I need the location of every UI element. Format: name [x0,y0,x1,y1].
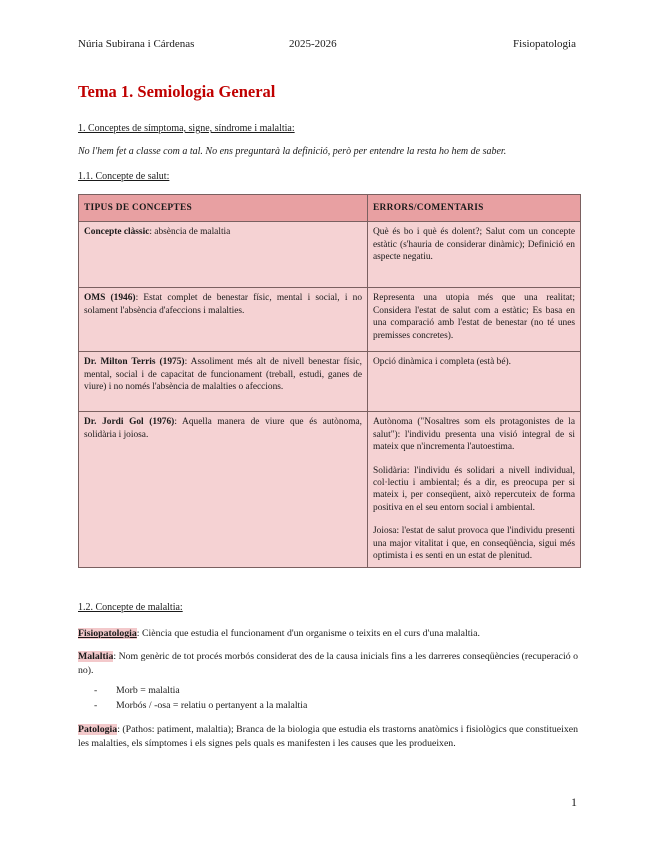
concept-definition: : Estat complet de benestar físic, mental i social, i no solament l'absència d'afeccions i malalties. [84,293,363,316]
page-title: Tema 1. Semiologia General [78,82,276,101]
concept-definition: : Aquella manera de viure que és autònoma, solidària i joiosa. [84,417,362,440]
list-item: - Morb = malaltia [94,684,307,699]
table-row [79,222,581,288]
comment-cell [368,288,581,352]
comment-cell [368,352,581,412]
page-number: 1 [571,795,577,809]
malaltia-text: : Nom genèric de tot procés morbós considerat des de la causa inicials fins a les darreres conseqüències (recuperació o no). [78,651,578,676]
concept-definition: : absència de malaltia [149,227,231,238]
concept-name: Dr. Milton Terris (1975) [84,357,185,368]
patologia-text: : (Pathos: patiment, malaltia); Branca de la biologia que estudia els trastorns anatòmics i fisiològics que constitueixen les malalties, els símptomes i els signes pels quals es manifesten i les causes que les produeixen. [78,724,578,749]
comment-cell [368,222,581,288]
table-row [79,412,581,568]
fisiopatologia-term: Fisiopatologia [78,628,137,639]
header-author: Núria Subirana i Cárdenas [78,38,195,50]
comment-paragraph: Opció dinàmica i completa (està bé). [373,357,511,368]
concept-name: Concepte clàssic [84,227,150,238]
concept-cell [79,288,368,352]
table-header-row [79,195,581,222]
fisiopatologia-definition [78,627,578,641]
concept-name: OMS (1946) [84,293,136,304]
concept-cell [79,222,368,288]
table-row [79,288,581,352]
table-header-comments: ERRORS/COMENTARIS [368,195,581,222]
concept-cell [79,412,368,568]
health-concepts-table [78,194,581,568]
section-1-heading: 1. Conceptes de símptoma, signe, síndrome i malaltia: [78,123,295,134]
comment-cell [368,412,581,568]
table-header-concepts: TIPUS DE CONCEPTES [79,195,368,222]
comment-paragraph: Joiosa: l'estat de salut provoca que l'individu presenti una major vitalitat i que, en conseqüència, sigui més optimista i es senti en un estat de plenitud. [373,526,575,562]
concept-cell [79,352,368,412]
patologia-definition [78,723,578,750]
comment-paragraph: Autònoma ("Nosaltres som els protagonistes de la salut"): l'individu presenta una visió integral de si mateix que n'incrementa l'autoestima. [373,417,575,453]
concept-name: Dr. Jordi Gol (1976) [84,417,175,428]
section-1-1-heading: 1.1. Concepte de salut: [78,171,170,182]
section-1-note: No l'hem fet a classe com a tal. No ens preguntarà la definició, però per entendre la resta ho hem de saber. [78,146,507,157]
comment-paragraph: Què és bo i què és dolent?; Salut com un concepte estàtic (s'hauria de considerar dinàmic); Definició en aspecte negatiu. [373,227,575,263]
table-row [79,352,581,412]
fisiopatologia-text: : Ciència que estudia el funcionament d'un organisme o teixits en el curs d'una malaltia. [136,628,480,639]
comment-paragraph: Representa una utopia més que una realitat; Considera l'estat de salut com a estàtic; Es basa en una comparació amb l'estat de benestar (no té unes premisses concretes). [373,293,575,341]
list-item: - Morbós / -osa = relatiu o pertanyent a la malaltia [94,699,307,714]
header-course: 2025-2026 [289,38,337,50]
morb-list [94,684,307,713]
header-subject: Fisiopatologia [513,38,576,50]
malaltia-term: Malaltia [78,651,114,662]
comment-paragraph: Solidària: l'individu és solidari a nivell individual, col·lectiu i ambiental; és a dir, es preocupa per si mateix i, per conseqüent, això repercuteix de forma positiva en el seu entorn social i ambiental. [373,465,575,513]
concept-definition: : Assoliment més alt de nivell benestar físic, mental, social i de capacitat de funcionament (treball, estudi, ganes de viure) i no només l'absència de malalties o afeccions. [84,357,362,393]
malaltia-definition [78,650,578,677]
section-1-2-heading: 1.2. Concepte de malaltia: [78,602,183,613]
patologia-term: Patologia [78,724,118,735]
